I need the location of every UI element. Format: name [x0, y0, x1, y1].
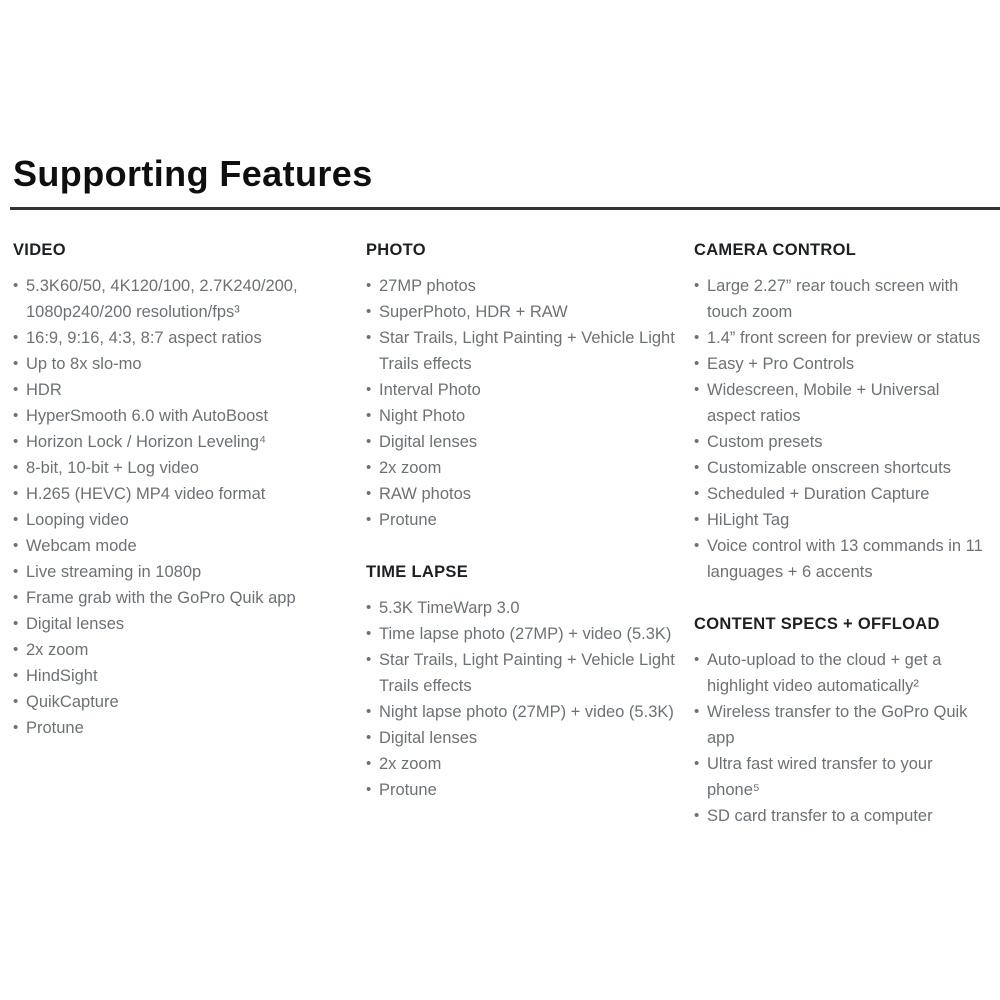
bullet-icon: •	[694, 381, 700, 399]
bullet-icon: •	[13, 485, 19, 503]
feature-item	[13, 351, 366, 377]
feature-item	[694, 699, 994, 751]
bullet-icon: •	[13, 355, 19, 373]
bullet-icon: •	[694, 537, 700, 555]
bullet-icon: •	[366, 329, 372, 347]
section-heading-video: VIDEO	[13, 241, 66, 260]
feature-item	[366, 647, 694, 699]
feature-item	[13, 611, 366, 637]
feature-text: Digital lenses	[379, 433, 478, 452]
section-heading-content-specs-offload: CONTENT SPECS + OFFLOAD	[694, 615, 940, 634]
feature-text: HiLight Tag	[707, 511, 790, 530]
feature-text: Easy + Pro Controls	[707, 355, 855, 374]
feature-text: 16:9, 9:16, 4:3, 8:7 aspect ratios	[26, 329, 262, 348]
feature-text: Night lapse photo (27MP) + video (5.3K)	[379, 702, 674, 721]
bullet-icon: •	[694, 277, 700, 295]
bullet-icon: •	[13, 433, 19, 451]
feature-text: Ultra fast wired transfer to your phone⁵	[707, 754, 933, 799]
feature-item	[13, 429, 366, 455]
bullet-icon: •	[13, 407, 19, 425]
bullet-icon: •	[366, 650, 372, 668]
bullet-icon: •	[366, 381, 372, 399]
feature-item	[694, 751, 994, 803]
bullet-icon: •	[366, 728, 372, 746]
page-title: Supporting Features	[13, 153, 373, 194]
feature-text: SD card transfer to a computer	[707, 806, 933, 825]
feature-item	[13, 637, 366, 663]
bullet-icon: •	[694, 511, 700, 529]
feature-list-camera-control	[694, 273, 994, 585]
feature-text: HyperSmooth 6.0 with AutoBoost	[26, 407, 269, 426]
feature-item	[366, 429, 694, 455]
feature-list-content-specs-offload	[694, 647, 994, 829]
bullet-icon: •	[13, 615, 19, 633]
feature-item	[366, 481, 694, 507]
feature-text: 2x zoom	[379, 459, 442, 478]
bullet-icon: •	[694, 433, 700, 451]
feature-item	[694, 273, 994, 325]
bullet-icon: •	[366, 511, 372, 529]
feature-text: Customizable onscreen shortcuts	[707, 459, 951, 478]
feature-item	[694, 803, 994, 829]
feature-item	[366, 507, 694, 533]
feature-text: Star Trails, Light Painting + Vehicle Light Trails effects	[379, 650, 675, 695]
bullet-icon: •	[13, 329, 19, 347]
section-heading-time-lapse: TIME LAPSE	[366, 563, 469, 582]
feature-item	[366, 751, 694, 777]
feature-list-photo	[366, 273, 694, 533]
feature-item	[366, 621, 694, 647]
feature-text: Live streaming in 1080p	[26, 563, 202, 582]
feature-text: 8-bit, 10-bit + Log video	[26, 459, 199, 478]
title-divider	[10, 207, 1000, 210]
bullet-icon: •	[366, 598, 372, 616]
bullet-icon: •	[694, 329, 700, 347]
feature-text: 27MP photos	[379, 277, 476, 296]
feature-item	[13, 377, 366, 403]
feature-item	[694, 429, 994, 455]
feature-list-time-lapse	[366, 595, 694, 803]
feature-text: H.265 (HEVC) MP4 video format	[26, 485, 266, 504]
feature-text: Horizon Lock / Horizon Leveling⁴	[26, 433, 267, 452]
bullet-icon: •	[694, 702, 700, 720]
bullet-icon: •	[694, 754, 700, 772]
feature-text: Interval Photo	[379, 381, 481, 400]
feature-item	[366, 595, 694, 621]
section-heading-camera-control: CAMERA CONTROL	[694, 241, 857, 260]
feature-text: HDR	[26, 381, 62, 400]
feature-item	[13, 507, 366, 533]
feature-item	[13, 715, 366, 741]
feature-item	[694, 481, 994, 507]
feature-text: RAW photos	[379, 485, 472, 504]
bullet-icon: •	[13, 277, 19, 295]
feature-item	[694, 507, 994, 533]
feature-item	[694, 455, 994, 481]
feature-text: 1.4” front screen for preview or status	[707, 329, 981, 348]
feature-text: Custom presets	[707, 433, 823, 452]
feature-item	[13, 273, 366, 325]
column-video	[13, 241, 366, 829]
feature-text: 2x zoom	[379, 754, 442, 773]
column-camera-content	[694, 241, 994, 829]
feature-text: Star Trails, Light Painting + Vehicle Light Trails effects	[379, 329, 675, 374]
feature-text: Time lapse photo (27MP) + video (5.3K)	[379, 624, 672, 643]
bullet-icon: •	[13, 719, 19, 737]
feature-item	[13, 403, 366, 429]
feature-text: Protune	[379, 511, 437, 530]
feature-item	[366, 325, 694, 377]
feature-text: 5.3K60/50, 4K120/100, 2.7K240/200, 1080p240/200 resolution/fps³	[26, 277, 298, 322]
column-photo-timelapse	[366, 241, 694, 829]
bullet-icon: •	[366, 702, 372, 720]
feature-item	[366, 403, 694, 429]
feature-item	[366, 377, 694, 403]
feature-text: Looping video	[26, 511, 129, 530]
bullet-icon: •	[366, 459, 372, 477]
bullet-icon: •	[366, 780, 372, 798]
bullet-icon: •	[366, 624, 372, 642]
feature-text: Frame grab with the GoPro Quik app	[26, 589, 296, 608]
feature-item	[13, 533, 366, 559]
bullet-icon: •	[13, 589, 19, 607]
feature-text: Protune	[379, 780, 437, 799]
feature-item	[13, 455, 366, 481]
bullet-icon: •	[13, 693, 19, 711]
bullet-icon: •	[13, 381, 19, 399]
feature-item	[694, 351, 994, 377]
feature-item	[366, 299, 694, 325]
feature-text: 2x zoom	[26, 641, 89, 660]
bullet-icon: •	[13, 537, 19, 555]
feature-text: Voice control with 13 commands in 11 languages + 6 accents	[707, 537, 983, 582]
bullet-icon: •	[694, 355, 700, 373]
bullet-icon: •	[366, 303, 372, 321]
feature-item	[366, 699, 694, 725]
feature-text: Digital lenses	[379, 728, 478, 747]
bullet-icon: •	[13, 459, 19, 477]
feature-item	[13, 663, 366, 689]
feature-item	[13, 585, 366, 611]
feature-list-video	[13, 273, 366, 741]
feature-item	[13, 325, 366, 351]
bullet-icon: •	[366, 277, 372, 295]
feature-text: Night Photo	[379, 407, 466, 426]
feature-item	[694, 377, 994, 429]
feature-text: Auto-upload to the cloud + get a highlight video automatically²	[707, 650, 942, 695]
bullet-icon: •	[13, 667, 19, 685]
feature-text: HindSight	[26, 667, 98, 686]
feature-text: Webcam mode	[26, 537, 137, 556]
feature-text: Protune	[26, 719, 84, 738]
feature-item	[694, 647, 994, 699]
feature-item	[366, 273, 694, 299]
feature-text: Widescreen, Mobile + Universal aspect ratios	[707, 381, 940, 426]
feature-item	[366, 777, 694, 803]
feature-item	[13, 689, 366, 715]
bullet-icon: •	[366, 407, 372, 425]
feature-text: 5.3K TimeWarp 3.0	[379, 598, 520, 617]
bullet-icon: •	[13, 641, 19, 659]
bullet-icon: •	[13, 563, 19, 581]
feature-item	[13, 559, 366, 585]
bullet-icon: •	[366, 433, 372, 451]
bullet-icon: •	[694, 806, 700, 824]
feature-item	[366, 725, 694, 751]
feature-text: Wireless transfer to the GoPro Quik app	[707, 702, 968, 747]
feature-columns	[13, 241, 1000, 829]
feature-text: Scheduled + Duration Capture	[707, 485, 930, 504]
bullet-icon: •	[694, 459, 700, 477]
feature-text: Large 2.27” rear touch screen with touch zoom	[707, 277, 959, 322]
section-heading-photo: PHOTO	[366, 241, 426, 260]
feature-text: Up to 8x slo-mo	[26, 355, 142, 374]
feature-item	[694, 533, 994, 585]
bullet-icon: •	[366, 754, 372, 772]
feature-item	[694, 325, 994, 351]
bullet-icon: •	[694, 650, 700, 668]
bullet-icon: •	[694, 485, 700, 503]
feature-item	[13, 481, 366, 507]
feature-text: SuperPhoto, HDR + RAW	[379, 303, 568, 322]
feature-text: QuikCapture	[26, 693, 119, 712]
bullet-icon: •	[366, 485, 372, 503]
feature-item	[366, 455, 694, 481]
feature-text: Digital lenses	[26, 615, 125, 634]
bullet-icon: •	[13, 511, 19, 529]
